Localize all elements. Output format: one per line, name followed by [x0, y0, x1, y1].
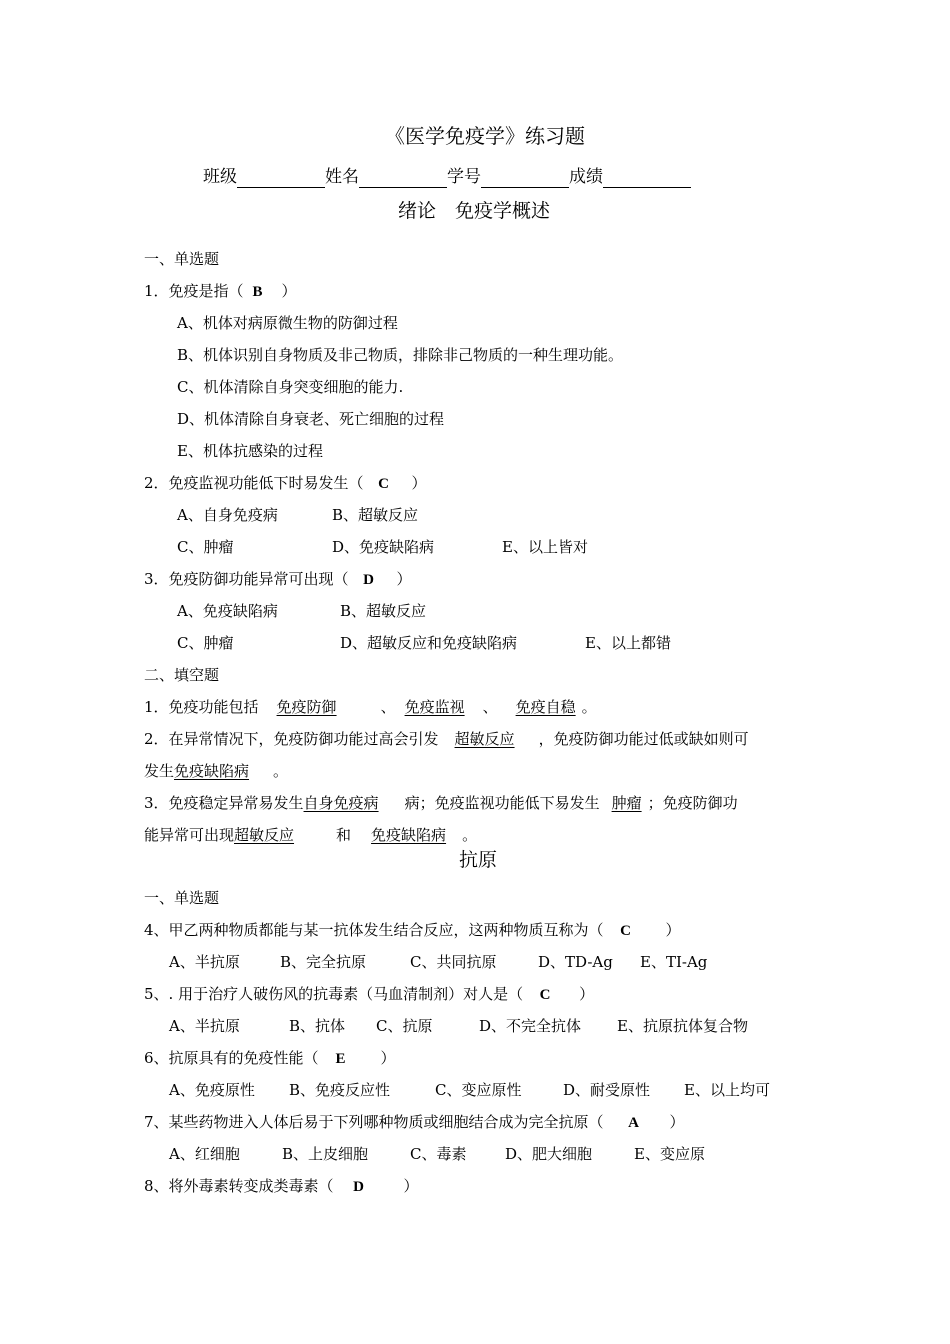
question-stem-end: ） [380, 1049, 396, 1067]
separator: 、 [482, 698, 498, 716]
option-a: A、机体对病原微生物的防御过程 [177, 314, 398, 332]
option-d: D、机体清除自身衰老、死亡细胞的过程 [177, 410, 445, 428]
class-label: 班级 [203, 167, 237, 187]
option-c: C、抗原 [376, 1017, 433, 1035]
answer: A [628, 1115, 639, 1131]
question-2 [144, 473, 427, 494]
fill-question-3-cont [144, 825, 477, 845]
option-e: E、以上都错 [585, 634, 671, 652]
question-7 [144, 1112, 685, 1133]
question-stem-end: ） [411, 474, 427, 492]
fill-stem: 病；免疫监视功能低下易发生 [404, 794, 600, 812]
period: 。 [581, 698, 597, 716]
answer: C [539, 987, 551, 1003]
question-stem-end: ） [281, 282, 297, 300]
section-heading: 一、单选题 [144, 250, 220, 268]
chapter-heading: 绪论 免疫学概述 [398, 200, 551, 222]
question-1 [144, 281, 297, 302]
option-c: C、肿瘤 [177, 634, 234, 652]
answer: B [252, 284, 263, 300]
fill-stem: ，免疫防御功能过低或缺如则可 [538, 730, 749, 748]
fill-stem: 1．免疫功能包括 [144, 698, 259, 716]
option-b: B、机体识别自身物质及非己物质，排除非己物质的一种生理功能。 [177, 346, 624, 364]
option-b: B、超敏反应 [340, 602, 427, 620]
question-stem: 3．免疫防御功能异常可出现（ [144, 570, 349, 588]
fill-answer: 超敏反应 [234, 826, 295, 844]
fill-answer: 超敏反应 [454, 730, 515, 748]
option-d: D、TD-Ag [538, 953, 613, 971]
option-b: B、免疫反应性 [289, 1081, 391, 1099]
fill-stem: 发生 [144, 762, 175, 780]
score-blank[interactable] [603, 169, 691, 188]
question-stem-end: ） [579, 985, 595, 1003]
fill-stem: ；免疫防御功 [647, 794, 738, 812]
name-blank[interactable] [359, 169, 447, 188]
question-6 [144, 1048, 396, 1069]
fill-question-3 [144, 793, 738, 813]
period: 。 [273, 762, 289, 780]
option-b: B、抗体 [289, 1017, 346, 1035]
option-b: B、上皮细胞 [282, 1145, 369, 1163]
fill-answer: 自身免疫病 [303, 794, 379, 812]
fill-answer: 免疫缺陷病 [174, 762, 250, 780]
answer: D [363, 572, 374, 588]
class-blank[interactable] [237, 169, 325, 188]
question-stem: 5、. 用于治疗人破伤风的抗毒素（马血清制剂）对人是（ [144, 985, 524, 1003]
option-e: E、变应原 [634, 1145, 705, 1163]
student-info-line [203, 166, 691, 188]
question-5 [144, 984, 594, 1005]
option-c: C、毒素 [410, 1145, 467, 1163]
section-heading: 二、填空题 [144, 666, 220, 684]
separator: 、 [380, 698, 396, 716]
id-blank[interactable] [481, 169, 569, 188]
fill-answer: 免疫自稳 [515, 698, 576, 716]
option-e: E、机体抗感染的过程 [177, 442, 323, 460]
question-stem-end: ） [396, 570, 412, 588]
option-a: A、免疫缺陷病 [177, 602, 278, 620]
option-a: A、半抗原 [169, 953, 240, 971]
option-d: D、耐受原性 [563, 1081, 651, 1099]
section-heading: 一、单选题 [144, 889, 220, 907]
option-c: C、共同抗原 [410, 953, 497, 971]
question-8 [144, 1176, 419, 1197]
fill-question-2 [144, 729, 749, 749]
question-stem: 6、抗原具有的免疫性能（ [144, 1049, 319, 1067]
id-label: 学号 [447, 167, 481, 187]
option-b: B、超敏反应 [332, 506, 419, 524]
option-b: B、完全抗原 [280, 953, 367, 971]
question-stem-end: ） [665, 921, 681, 939]
fill-answer: 肿瘤 [611, 794, 642, 812]
answer: C [378, 476, 389, 492]
fill-stem: 2．在异常情况下，免疫防御功能过高会引发 [144, 730, 439, 748]
option-a: A、半抗原 [169, 1017, 240, 1035]
option-d: D、免疫缺陷病 [332, 538, 435, 556]
option-a: A、红细胞 [169, 1145, 240, 1163]
question-stem-end: ） [669, 1113, 685, 1131]
question-stem: 7、某些药物进入人体后易于下列哪种物质或细胞结合成为完全抗原（ [144, 1113, 604, 1131]
option-c: C、机体清除自身突变细胞的能力. [177, 378, 404, 396]
name-label: 姓名 [325, 167, 359, 187]
option-a: A、自身免疫病 [177, 506, 278, 524]
option-e: E、TI-Ag [640, 953, 708, 971]
option-d: D、不完全抗体 [479, 1017, 582, 1035]
question-stem: 2．免疫监视功能低下时易发生（ [144, 474, 364, 492]
option-d: D、超敏反应和免疫缺陷病 [340, 634, 518, 652]
question-stem: 8、将外毒素转变成类毒素（ [144, 1177, 334, 1195]
option-e: E、以上皆对 [502, 538, 588, 556]
fill-answer: 免疫监视 [404, 698, 465, 716]
option-c: C、肿瘤 [177, 538, 234, 556]
question-stem: 4、甲乙两种物质都能与某一抗体发生结合反应，这两种物质互称为（ [144, 921, 604, 939]
chapter-heading: 抗原 [459, 849, 498, 871]
fill-stem: 3．免疫稳定异常易发生 [144, 794, 304, 812]
answer: E [335, 1051, 346, 1067]
question-stem: 1．免疫是指（ [144, 282, 244, 300]
option-d: D、肥大细胞 [505, 1145, 593, 1163]
fill-stem: 和 [336, 826, 352, 844]
option-e: E、以上均可 [684, 1081, 770, 1099]
question-stem-end: ） [403, 1177, 419, 1195]
document-title: 《医学免疫学》练习题 [385, 124, 585, 148]
fill-stem: 能异常可出现 [144, 826, 235, 844]
fill-question-2-cont [144, 761, 288, 781]
option-e: E、抗原抗体复合物 [617, 1017, 748, 1035]
option-c: C、变应原性 [435, 1081, 522, 1099]
option-a: A、免疫原性 [169, 1081, 255, 1099]
fill-answer: 免疫防御 [276, 698, 337, 716]
question-4 [144, 920, 681, 941]
answer: D [353, 1179, 364, 1195]
score-label: 成绩 [569, 167, 603, 187]
question-3 [144, 569, 412, 590]
answer: C [620, 923, 631, 939]
fill-question-1 [144, 697, 597, 717]
fill-answer: 免疫缺陷病 [371, 826, 447, 844]
period: 。 [462, 826, 478, 844]
